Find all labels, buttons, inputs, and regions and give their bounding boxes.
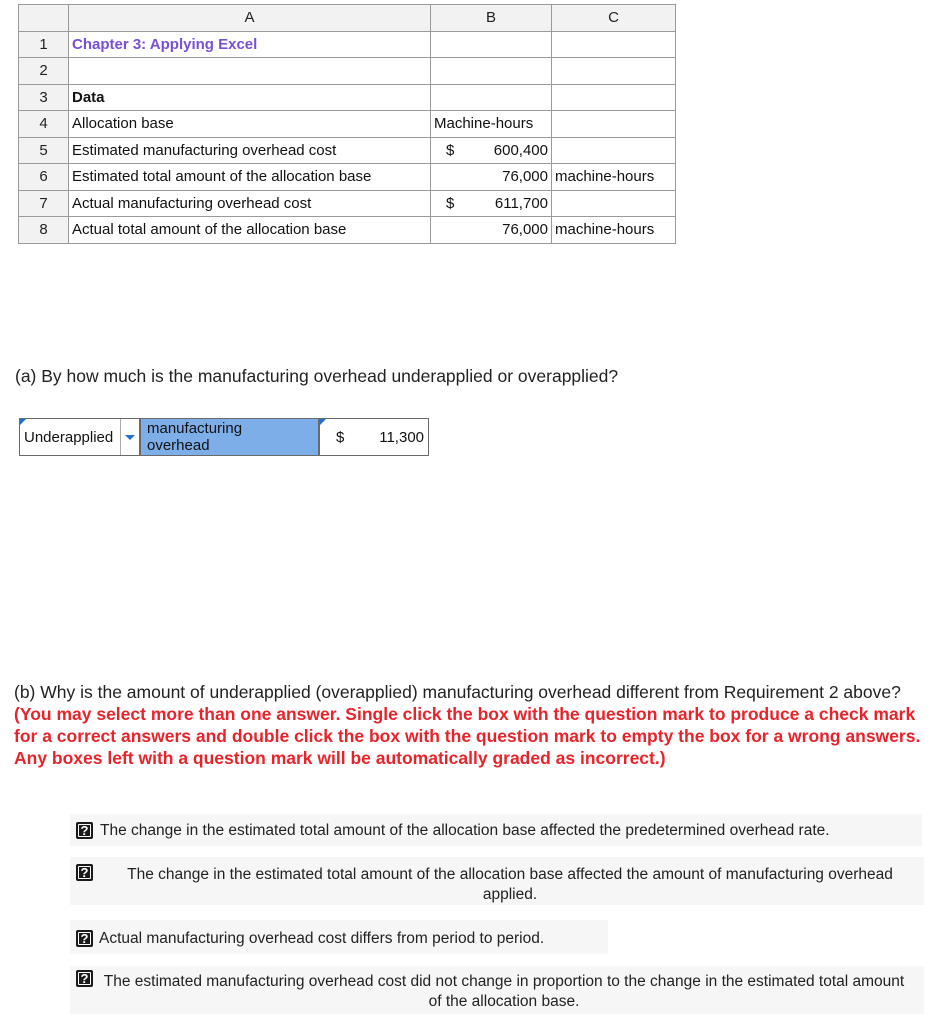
row-number: 7: [19, 190, 69, 217]
cell-b6: 76,000: [431, 164, 552, 191]
option-text: The estimated manufacturing overhead cost did not change in proportion to the change in the estimated total amount of the allocation base.: [103, 973, 905, 1010]
cell-c3: [552, 84, 676, 111]
currency-symbol: $: [446, 194, 455, 212]
cell-value: 611,700: [494, 194, 548, 212]
cell-c1: [552, 31, 676, 58]
question-mark-icon[interactable]: ?: [76, 970, 93, 987]
cell-flag-icon: [20, 419, 26, 425]
cell-b2: [431, 58, 552, 85]
question-b-prompt: [14, 681, 936, 769]
answer-option-2: [70, 857, 924, 905]
row-number: 4: [19, 111, 69, 138]
cell-a1: Chapter 3: Applying Excel: [69, 31, 431, 58]
row-number: 3: [19, 84, 69, 111]
cell-a8: Actual total amount of the allocation base: [69, 217, 431, 244]
sheet-row: [19, 190, 676, 217]
amount-value: 11,300: [379, 428, 424, 446]
underapplied-dropdown[interactable]: [19, 418, 140, 456]
col-header-a: A: [69, 5, 431, 32]
amount-currency: $: [336, 428, 345, 446]
cell-value: 600,400: [493, 141, 548, 159]
question-b-text: (b) Why is the amount of underapplied (overapplied) manufacturing overhead different from Requirement 2 above?: [14, 682, 901, 702]
cell-c4: [552, 111, 676, 138]
question-b-instructions: (You may select more than one answer. Single click the box with the question mark to produce a check mark for a correct answers and double click the box with the question mark to empty the box for a wrong answers. Any boxes left with a question mark will be automatically graded as incorrect.): [14, 704, 921, 768]
cell-a2: [69, 58, 431, 85]
currency-symbol: $: [446, 141, 455, 159]
corner-cell: [19, 5, 69, 32]
answer-row: [19, 418, 429, 456]
option-text: Actual manufacturing overhead cost differs from period to period.: [99, 930, 545, 947]
cell-a5: Estimated manufacturing overhead cost: [69, 137, 431, 164]
sheet-row: [19, 164, 676, 191]
sheet-row: [19, 84, 676, 111]
label-line-1: manufacturing: [147, 420, 243, 437]
dropdown-arrow-icon[interactable]: [120, 419, 139, 455]
answer-option-4: [70, 966, 924, 1014]
cell-b5: [431, 137, 552, 164]
answer-option-1: [70, 814, 922, 846]
col-header-b: B: [431, 5, 552, 32]
cell-b4: Machine-hours: [431, 111, 552, 138]
spreadsheet: [18, 4, 676, 244]
overhead-label-cell: [140, 418, 319, 456]
cell-a4: Allocation base: [69, 111, 431, 138]
option-text: The change in the estimated total amount of the allocation base affected the predetermined overhead rate.: [100, 822, 830, 839]
cell-c5: [552, 137, 676, 164]
answer-option-3: [70, 920, 608, 954]
cell-b8: 76,000: [431, 217, 552, 244]
sheet-row: [19, 217, 676, 244]
sheet-row: [19, 31, 676, 58]
question-mark-icon[interactable]: ?: [76, 864, 93, 881]
question-mark-icon[interactable]: ?: [76, 822, 93, 839]
sheet-row: [19, 111, 676, 138]
row-number: 5: [19, 137, 69, 164]
cell-c8: machine-hours: [552, 217, 676, 244]
cell-c7: [552, 190, 676, 217]
dropdown-value: Underapplied: [24, 428, 114, 446]
sheet-row: [19, 137, 676, 164]
cell-flag-icon: [320, 419, 326, 425]
cell-c6: machine-hours: [552, 164, 676, 191]
cell-a6: Estimated total amount of the allocation base: [69, 164, 431, 191]
cell-a7: Actual manufacturing overhead cost: [69, 190, 431, 217]
label-line-2: overhead: [147, 437, 210, 454]
question-a-prompt: (a) By how much is the manufacturing overhead underapplied or overapplied?: [15, 366, 619, 386]
cell-b3: [431, 84, 552, 111]
amount-input[interactable]: [319, 418, 429, 456]
row-number: 1: [19, 31, 69, 58]
col-header-c: C: [552, 5, 676, 32]
row-number: 8: [19, 217, 69, 244]
option-text: The change in the estimated total amount of the allocation base affected the amount of manufacturing overhead applied.: [127, 866, 893, 903]
cell-c2: [552, 58, 676, 85]
header-row: [19, 5, 676, 32]
cell-b7: [431, 190, 552, 217]
cell-b1: [431, 31, 552, 58]
row-number: 6: [19, 164, 69, 191]
row-number: 2: [19, 58, 69, 85]
sheet-row: [19, 58, 676, 85]
question-mark-icon[interactable]: ?: [76, 930, 93, 947]
cell-a3: Data: [69, 84, 431, 111]
